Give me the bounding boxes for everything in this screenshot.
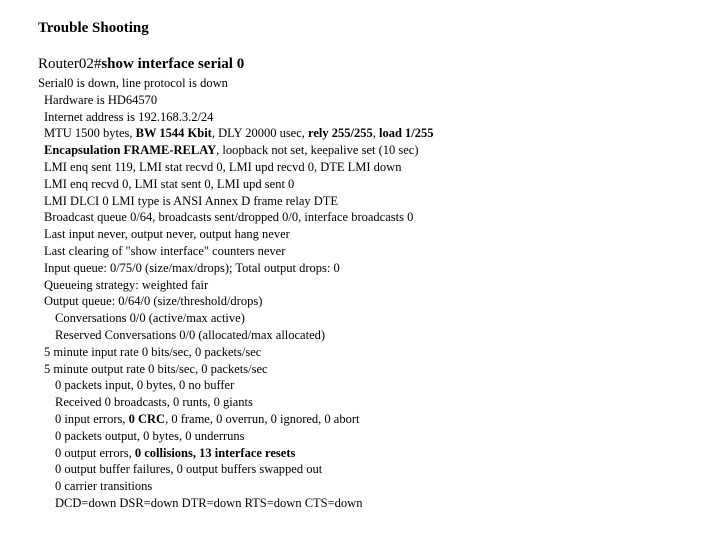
output-text: , loopback not set, keepalive set (10 sec) (216, 143, 419, 158)
output-line (38, 377, 434, 394)
output-line (38, 344, 434, 361)
slide-title: Trouble Shooting (38, 20, 149, 36)
output-line (38, 411, 434, 428)
output-text: 0 input errors, (55, 411, 129, 426)
output-line (38, 327, 434, 344)
output-text: , DLY 20000 usec, (211, 126, 309, 141)
output-line (38, 226, 434, 243)
output-text: 0 carrier transitions (55, 479, 153, 494)
output-line (38, 159, 434, 176)
output-text: 5 minute output rate 0 bits/sec, 0 packets/sec (44, 361, 268, 376)
output-text: Conversations 0/0 (active/max active) (55, 311, 245, 326)
command-text: show interface serial 0 (101, 56, 245, 72)
output-text: Last input never, output never, output hang never (44, 227, 290, 242)
output-text: Output queue: 0/64/0 (size/threshold/drops) (44, 294, 263, 309)
command-output (38, 75, 434, 512)
output-text: 0 packets output, 0 bytes, 0 underruns (55, 428, 245, 443)
output-text: , (372, 126, 379, 141)
output-text: LMI enq recvd 0, LMI stat sent 0, LMI upd sent 0 (44, 176, 295, 191)
output-line (38, 92, 434, 109)
output-text: 0 output errors, (55, 445, 135, 460)
output-text: 0 packets input, 0 bytes, 0 no buffer (55, 378, 235, 393)
output-highlight: load 1/255 (378, 126, 434, 141)
output-line (38, 361, 434, 378)
output-line (38, 109, 434, 126)
output-line (38, 394, 434, 411)
output-text: DCD=down DSR=down DTR=down RTS=down CTS=down (55, 495, 363, 510)
output-highlight: 0 collisions, 13 interface resets (134, 445, 296, 460)
output-text: Reserved Conversations 0/0 (allocated/max allocated) (55, 327, 326, 342)
output-text: Queueing strategy: weighted fair (44, 277, 209, 292)
output-line (38, 495, 434, 512)
output-line (38, 445, 434, 462)
output-line (38, 478, 434, 495)
output-text: MTU 1500 bytes, (44, 126, 136, 141)
output-text: Broadcast queue 0/64, broadcasts sent/dropped 0/0, interface broadcasts 0 (44, 210, 414, 225)
output-line (38, 461, 434, 478)
output-text: 0 output buffer failures, 0 output buffers swapped out (55, 462, 323, 477)
router-prompt: Router02# (38, 56, 102, 72)
output-line (38, 260, 434, 277)
output-text: LMI DLCI 0 LMI type is ANSI Annex D frame relay DTE (44, 193, 339, 208)
output-text: Input queue: 0/75/0 (size/max/drops); Total output drops: 0 (44, 260, 340, 275)
output-text: Hardware is HD64570 (44, 92, 158, 107)
output-highlight: rely 255/255 (308, 126, 373, 141)
output-highlight: 0 CRC (128, 411, 166, 426)
output-highlight: Encapsulation FRAME-RELAY (44, 143, 217, 158)
output-line (38, 75, 434, 92)
output-text: Received 0 broadcasts, 0 runts, 0 giants (55, 395, 253, 410)
output-text: Last clearing of "show interface" counters never (44, 243, 286, 258)
output-text: , 0 frame, 0 overrun, 0 ignored, 0 abort (165, 411, 360, 426)
output-highlight: BW 1544 Kbit (135, 126, 212, 141)
output-line (38, 243, 434, 260)
output-text: 5 minute input rate 0 bits/sec, 0 packets/sec (44, 344, 262, 359)
output-line (38, 176, 434, 193)
output-line (38, 142, 434, 159)
output-line (38, 193, 434, 210)
output-line (38, 125, 434, 142)
output-text: Serial0 is down, line protocol is down (38, 76, 228, 90)
output-line (38, 428, 434, 445)
output-text: Internet address is 192.168.3.2/24 (44, 109, 214, 124)
output-line (38, 277, 434, 294)
output-line (38, 293, 434, 310)
output-line (38, 310, 434, 327)
output-text: LMI enq sent 119, LMI stat recvd 0, LMI upd recvd 0, DTE LMI down (44, 159, 402, 174)
output-line (38, 209, 434, 226)
command-line (38, 56, 244, 73)
